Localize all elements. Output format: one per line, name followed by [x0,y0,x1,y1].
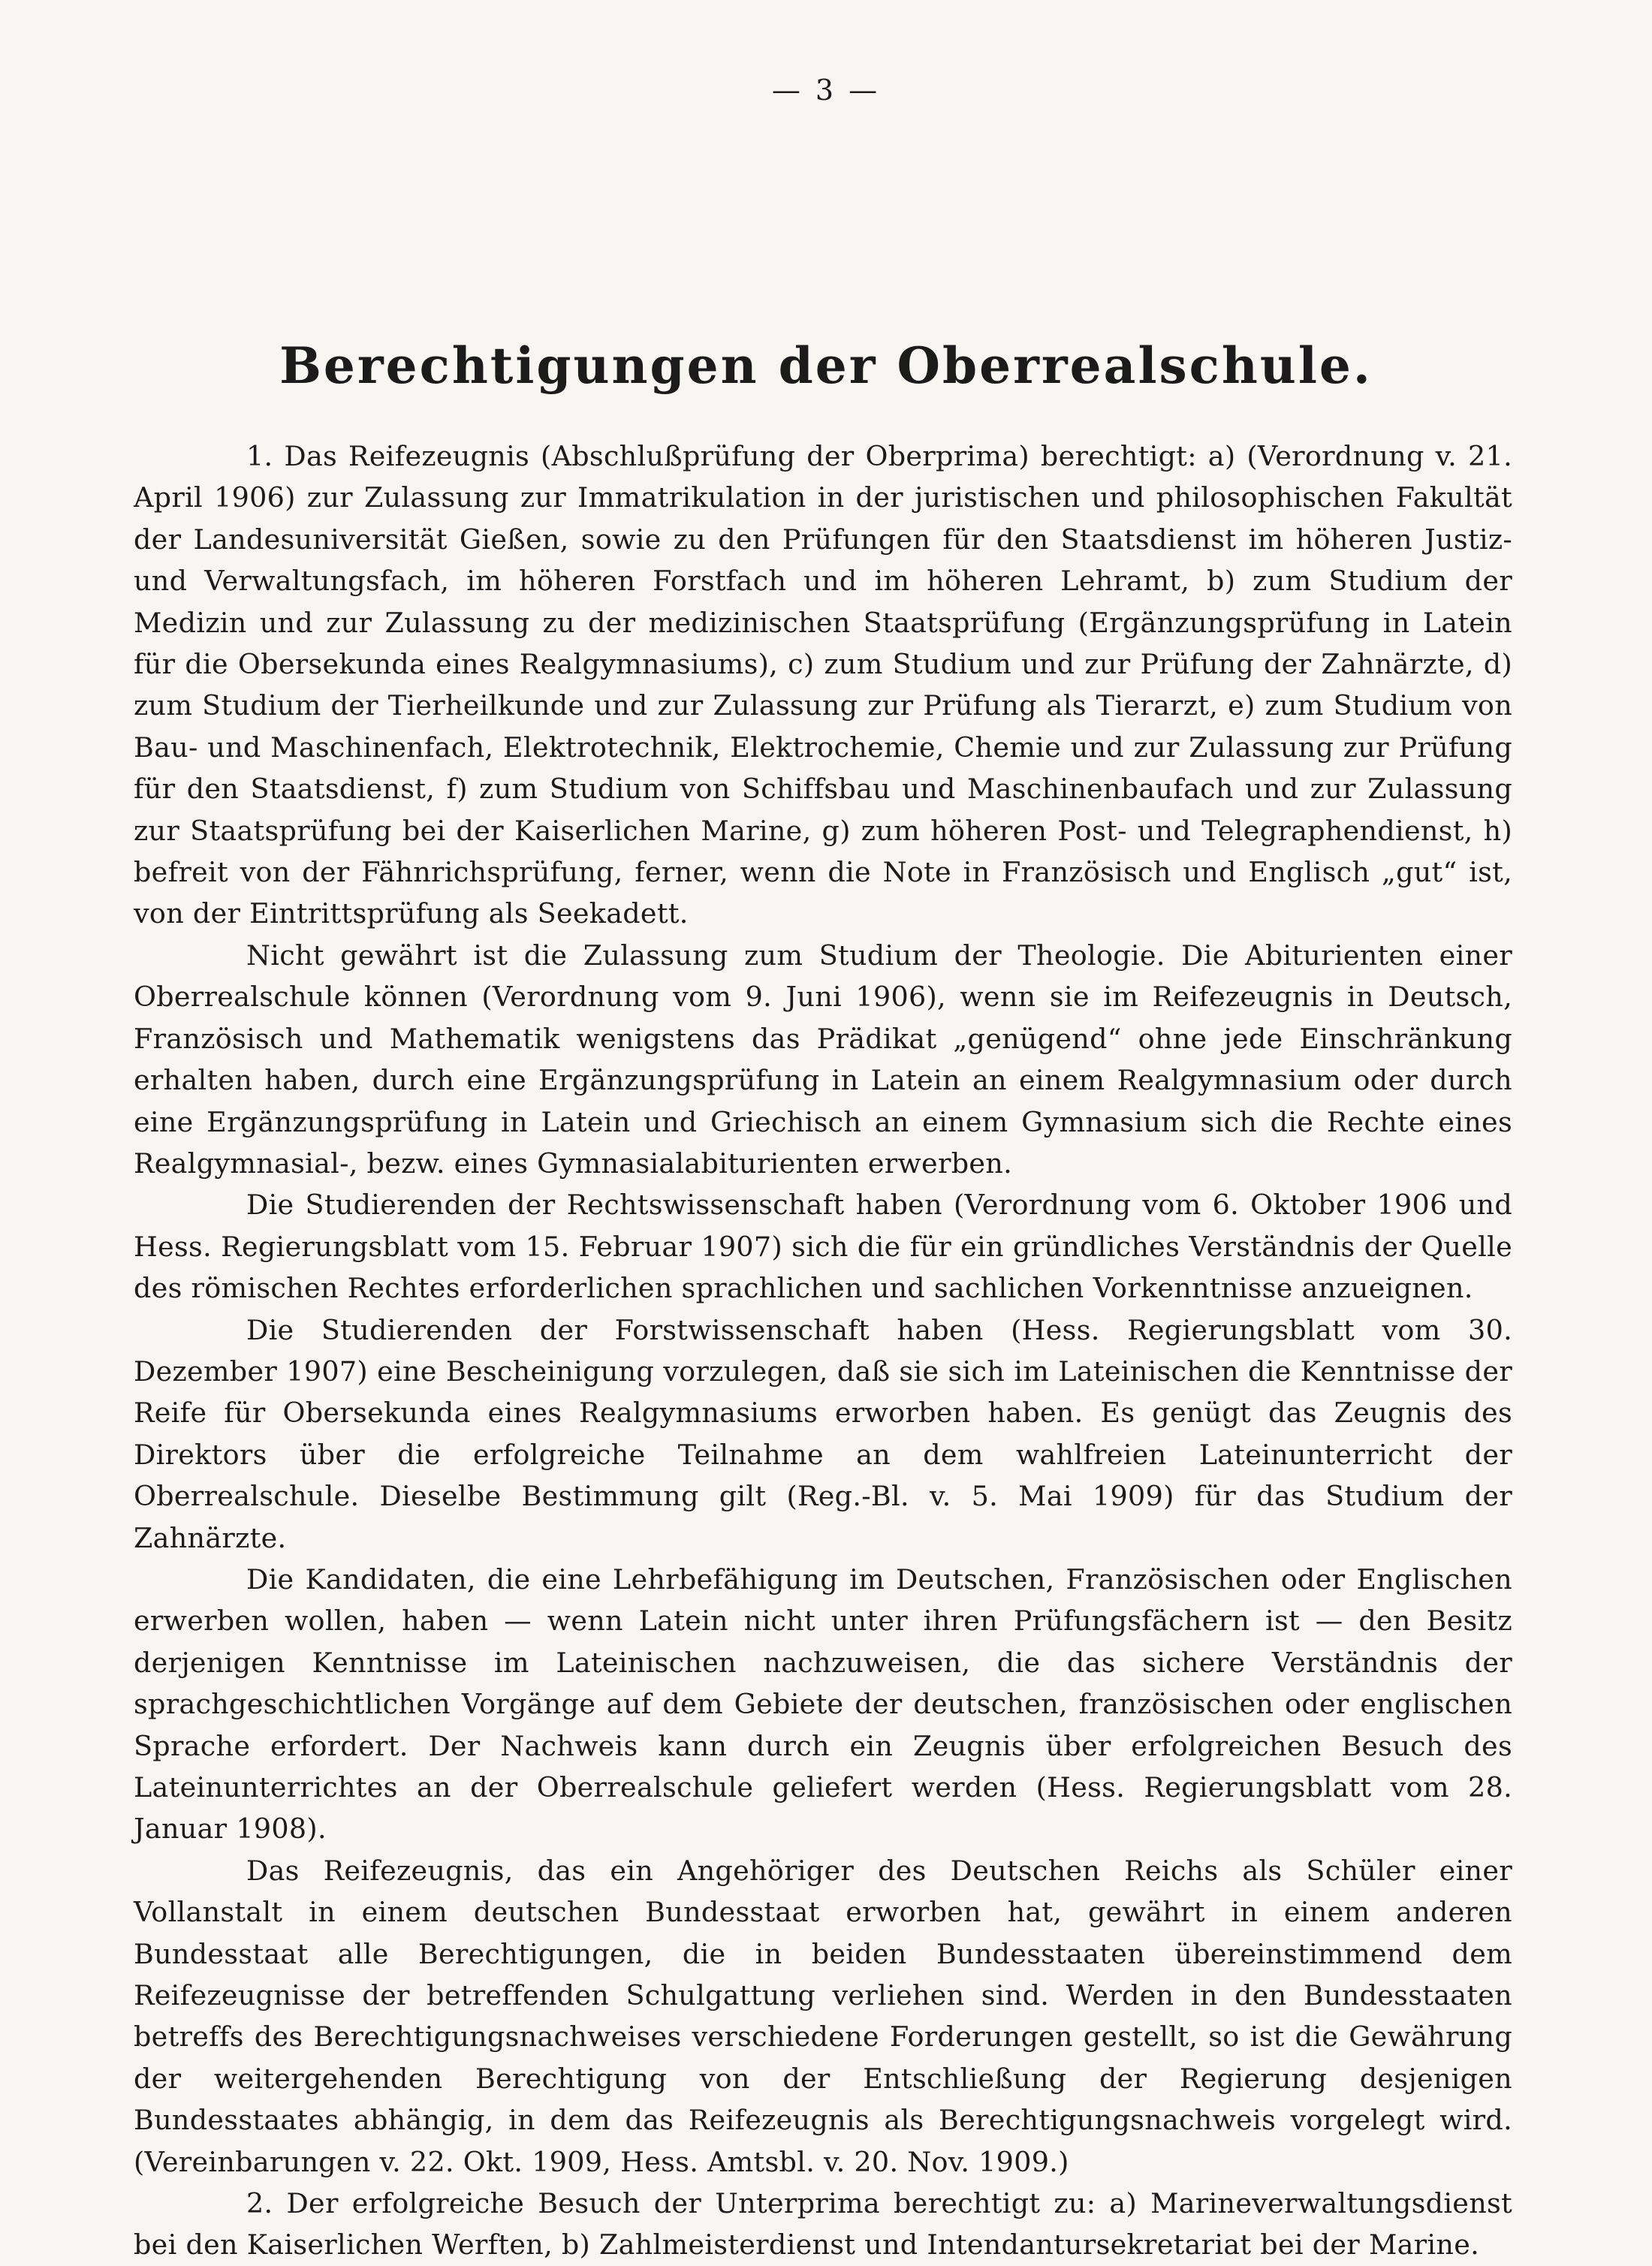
paragraph-teaching-candidates: Die Kandidaten, die eine Lehrbefähigung im Deutschen, Französischen oder Englischen erwerben wollen, haben — wenn Latein nicht unter ihren Prüfungsfächern ist — den Besitz derjenigen Kenntnisse im Lateinischen nachzuweisen, die das sichere Verständnis der sprachgeschichtlichen Vorgänge auf dem Gebiete der deutschen, französischen oder englischen Sprache erfordert. Der Nachweis kann durch ein Zeugnis über erfolgreichen Besuch des Lateinunterrichtes an der Oberrealschule geliefert werden (Hess. Regierungsblatt vom 28. Januar 1908). [134,1562,1512,1846]
paragraph-unterprima-rights: 2. Der erfolgreiche Besuch der Unterprima berechtigt zu: a) Marineverwaltungsdienst bei den Kaiserlichen Werften, b) Zahlmeisterdienst und Intendantursekretariat bei der Marine. [134,2187,1512,2261]
paragraph-forestry-students: Die Studierenden der Forstwissenschaft haben (Hess. Regierungsblatt vom 30. Dezember 1907) eine Bescheinigung vorzulegen, daß sie sich im Lateinischen die Kenntnisse der Reife für Obersekunda eines Realgymnasiums erworben haben. Es genügt das Zeugnis des Direktors über die erfolgreiche Teilnahme an dem wahlfreien Lateinunterricht der Oberrealschule. Dieselbe Bestimmung gilt (Reg.-Bl. v. 5. Mai 1909) für das Studium der Zahnärzte. [134,1313,1512,1554]
paragraph-law-students: Die Studierenden der Rechtswissenschaft haben (Verordnung vom 6. Oktober 1906 und Hess. Regierungsblatt vom 15. Februar 1907) sich die für ein gründliches Verständnis der Quelle des römischen Rechtes erforderlichen sprachlichen und sachlichen Vorkenntnisse anzueignen. [134,1189,1512,1305]
paragraph-reifezeugnis-rights: 1. Das Reifezeugnis (Abschlußprüfung der Oberprima) berechtigt: a) (Verordnung v. 21. April 1906) zur Zulassung zur Immatrikulation in der juristischen und philosophischen Fakultät der Landesuniversität Gießen, sowie zu den Prüfungen für den Staatsdienst im höheren Justiz- und Verwaltungsfach, im höheren Forstfach und im höheren Lehramt, b) zum Studium der Medizin und zur Zulassung zu der medizinischen Staatsprüfung (Ergänzungsprüfung in Latein für die Obersekunda eines Realgymnasiums), c) zum Studium und zur Prüfung der Zahnärzte, d) zum Studium der Tierheilkunde und zur Zulassung zur Prüfung als Tierarzt, e) zum Studium von Bau- und Maschinenfach, Elektrotechnik, Elektrochemie, Chemie und zur Zulassung zur Prüfung für den Staatsdienst, f) zum Studium von Schiffsbau und Maschinenbaufach und zur Zulassung zur Staatsprüfung bei der Kaiserlichen Marine, g) zum höheren Post- und Telegraphendienst, h) befreit von der Fähnrichsprüfung, ferner, wenn die Note in Französisch und Englisch „gut“ ist, von der Eintrittsprüfung als Seekadett. [134,440,1512,930]
paragraph-theology-exclusion: Nicht gewährt ist die Zulassung zum Studium der Theologie. Die Abiturienten einer Oberrealschule können (Verordnung vom 9. Juni 1906), wenn sie im Reifezeugnis in Deutsch, Französisch und Mathematik wenigstens das Prädikat „genügend“ ohne jede Einschränkung erhalten haben, durch eine Ergänzungsprüfung in Latein an einem Realgymnasium oder durch eine Ergänzungsprüfung in Latein und Griechisch an einem Gymnasium sich die Rechte eines Realgymnasial-, bezw. eines Gymnasialabiturienten erwerben. [134,939,1512,1180]
paragraph-federal-recognition: Das Reifezeugnis, das ein Angehöriger des Deutschen Reichs als Schüler einer Vollanstalt in einem deutschen Bundesstaat erworben hat, gewährt in einem anderen Bundesstaat alle Berechtigungen, die in beiden Bundesstaaten übereinstimmend dem Reifezeugnisse der betreffenden Schulgattung verliehen sind. Werden in den Bundesstaaten betreffs des Berechtigungsnachweises verschiedene Forderungen gestellt, so ist die Gewährung der weitergehenden Berechtigung von der Entschließung der Regierung desjenigen Bundesstaates abhängig, in dem das Reifezeugnis als Berechtigungsnachweis vorgelegt wird. (Vereinbarungen v. 22. Okt. 1909, Hess. Amtsbl. v. 20. Nov. 1909.) [134,1854,1512,2178]
page-title: Berechtigungen der Oberrealschule. [279,336,1373,395]
body-text [134,435,1512,2266]
page-number: — 3 — [771,74,881,107]
